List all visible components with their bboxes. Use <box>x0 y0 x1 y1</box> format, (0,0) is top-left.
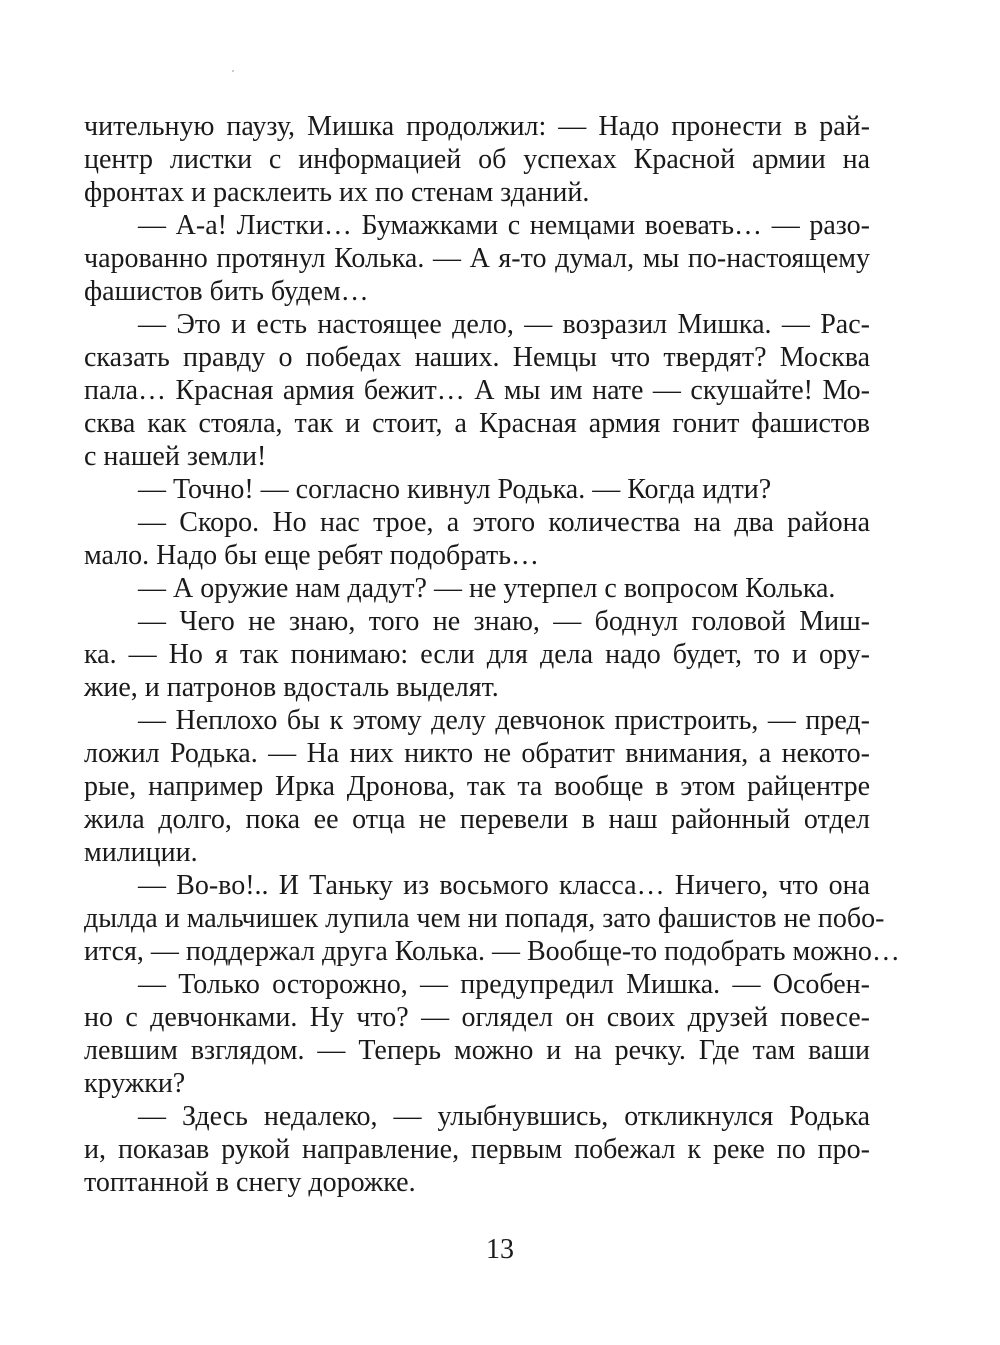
text-line: кружки? <box>84 1068 186 1099</box>
text-line: рые, например Ирка Дронова, так та вообще в этом райцентре <box>84 771 870 802</box>
text-line: ится, — поддержал друга Колька. — Вообще-то подобрать можно… <box>84 936 900 967</box>
text-line: — А-а! Листки… Бумажками с немцами воевать… — разо- <box>138 210 870 241</box>
text-line: жила долго, пока ее отца не перевели в наш районный отдел <box>84 804 870 835</box>
text-line: но с девчонками. Ну что? — оглядел он своих друзей повесе- <box>84 1002 870 1033</box>
page-number: 13 <box>486 1234 514 1265</box>
text-line: центр листки с информацией об успехах Красной армии на <box>84 144 870 175</box>
text-line: — Здесь недалеко, — улыбнувшись, откликнулся Родька <box>138 1101 870 1132</box>
text-line: чительную паузу, Мишка продолжил: — Надо пронести в рай- <box>84 111 870 142</box>
text-line: фашистов бить будем… <box>84 276 369 307</box>
text-line: и, показав рукой направление, первым побежал к реке по про- <box>84 1134 870 1165</box>
body-text <box>84 110 900 1199</box>
text-line: жие, и патронов вдосталь выделят. <box>84 672 499 703</box>
text-line: — Чего не знаю, того не знаю, — боднул головой Миш- <box>138 606 870 637</box>
text-line: — Во-во!.. И Таньку из восьмого класса… Ничего, что она <box>138 870 870 901</box>
text-line: — Скоро. Но нас трое, а этого количества на два района <box>138 507 870 538</box>
paper-speck <box>232 70 234 72</box>
text-line: левшим взглядом. — Теперь можно и на речку. Где там ваши <box>84 1035 870 1066</box>
text-line: чарованно протянул Колька. — А я-то думал, мы по-настоящему <box>84 243 870 274</box>
text-line: — Только осторожно, — предупредил Мишка. — Особен- <box>138 969 870 1000</box>
text-line: — А оружие нам дадут? — не утерпел с вопросом Колька. <box>138 573 836 604</box>
text-line: пала… Красная армия бежит… А мы им нате — скушайте! Мо- <box>84 375 870 406</box>
text-line: дылда и мальчишек лупила чем ни попадя, зато фашистов не побо- <box>84 903 885 934</box>
text-line: — Точно! — согласно кивнул Родька. — Когда идти? <box>138 474 772 505</box>
text-line: ка. — Но я так понимаю: если для дела надо будет, то и ору- <box>84 639 870 670</box>
text-line: сказать правду о победах наших. Немцы что твердят? Москва <box>84 342 870 373</box>
text-line: ложил Родька. — На них никто не обратит внимания, а некото- <box>84 738 870 769</box>
text-line: — Неплохо бы к этому делу девчонок пристроить, — пред- <box>138 705 870 736</box>
text-line: — Это и есть настоящее дело, — возразил Мишка. — Рас- <box>138 309 870 340</box>
text-line: милиции. <box>84 837 198 868</box>
text-line: топтанной в снегу дорожке. <box>84 1167 416 1198</box>
text-line: с нашей земли! <box>84 441 267 472</box>
text-line: фронтах и расклеить их по стенам зданий. <box>84 177 590 208</box>
text-line: мало. Надо бы еще ребят подобрать… <box>84 540 540 571</box>
text-line: сква как стояла, так и стоит, а Красная армия гонит фашистов <box>84 408 870 439</box>
